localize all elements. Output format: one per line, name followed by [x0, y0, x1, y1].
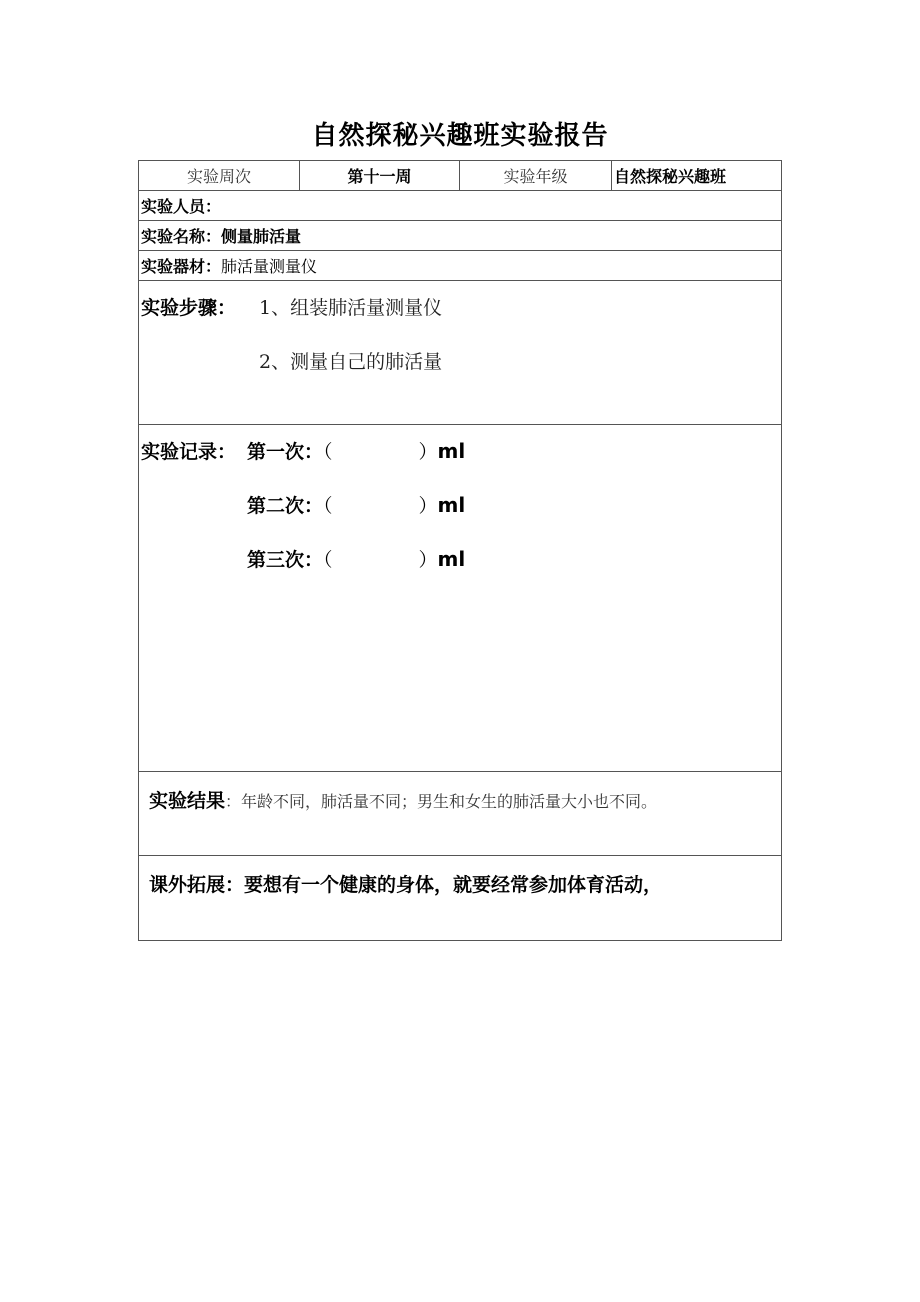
week-value: 第十一周 — [300, 161, 460, 191]
experiment-name-value: 侧量肺活量 — [221, 227, 302, 246]
result-value: ：年龄不同，肺活量不同；男生和女生的肺活量大小也不同。 — [225, 792, 658, 811]
members-row — [139, 191, 782, 221]
record-open-paren: （ — [323, 495, 333, 517]
grade-value: 自然探秘兴趣班 — [612, 161, 782, 191]
grade-label: 实验年级 — [460, 161, 612, 191]
steps-label: 实验步骤： — [141, 297, 237, 319]
record-line-3 — [247, 545, 465, 572]
extension-value: 要想有一个健康的身体，就要经常参加体育活动， — [244, 874, 663, 896]
step-item: 1、组装肺活量测量仪 — [259, 297, 443, 319]
header-row — [139, 161, 782, 191]
steps-row — [139, 281, 782, 425]
records-row — [139, 425, 782, 772]
experiment-name-label: 实验名称： — [141, 227, 222, 246]
step-item: 2、测量自己的肺活量 — [259, 351, 443, 373]
record-label: 第三次： — [247, 549, 324, 571]
extension-text — [149, 870, 662, 897]
equipment-label: 实验器材： — [141, 257, 222, 276]
record-close-paren: ） — [418, 441, 438, 463]
record-line-2 — [247, 491, 465, 518]
record-label: 第二次： — [247, 495, 324, 517]
week-label: 实验周次 — [139, 161, 300, 191]
extension-label: 课外拓展： — [149, 874, 245, 896]
record-close-paren: ） — [418, 495, 438, 517]
result-label: 实验结果 — [149, 790, 226, 812]
experiment-name-row — [139, 221, 782, 251]
record-open-paren: （ — [323, 549, 333, 571]
record-unit: ml — [437, 547, 466, 571]
record-line-1 — [247, 437, 465, 464]
members-label: 实验人员： — [141, 197, 222, 216]
report-table — [138, 160, 782, 941]
record-close-paren: ） — [418, 549, 438, 571]
extension-row — [139, 856, 782, 941]
equipment-row — [139, 251, 782, 281]
record-unit: ml — [437, 439, 466, 463]
result-text — [149, 786, 657, 813]
equipment-value: 肺活量测量仪 — [221, 257, 318, 276]
record-label: 第一次： — [247, 441, 324, 463]
record-open-paren: （ — [323, 441, 333, 463]
report-title: 自然探秘兴趣班实验报告 — [311, 121, 609, 151]
records-label: 实验记录： — [141, 441, 237, 463]
result-row — [139, 772, 782, 856]
record-unit: ml — [437, 493, 466, 517]
